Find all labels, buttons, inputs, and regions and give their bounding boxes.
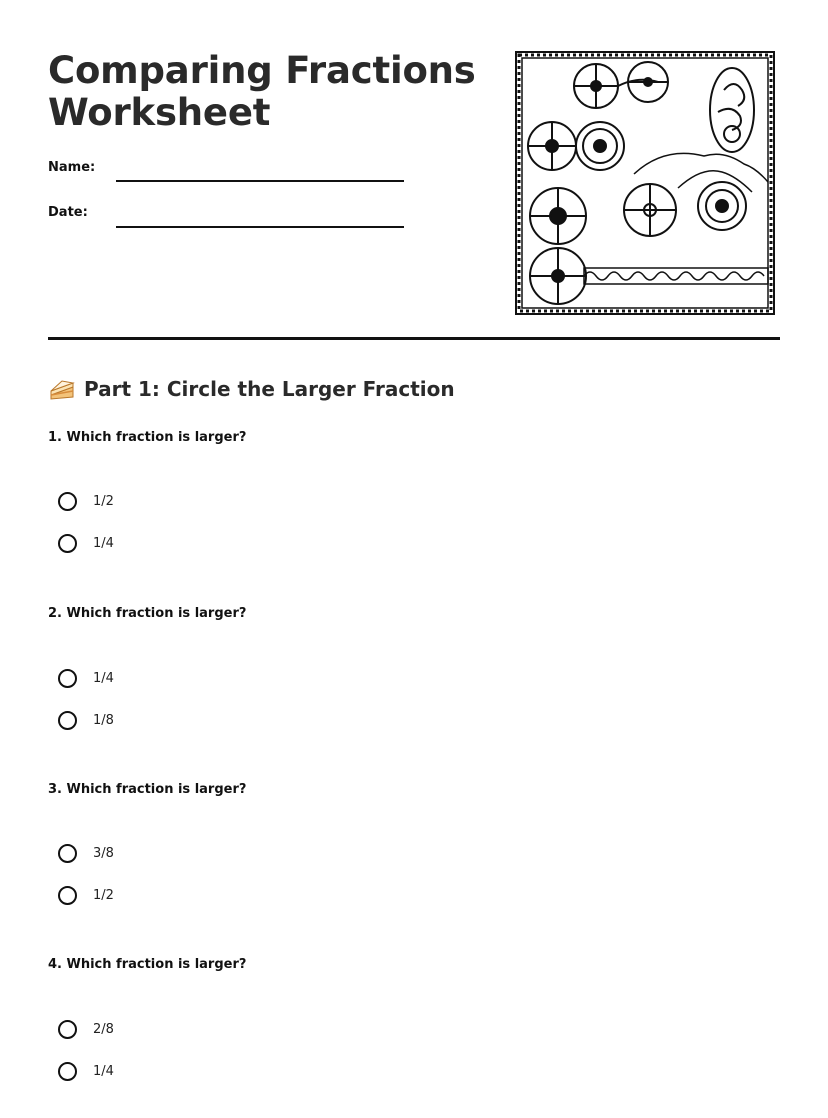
question-1 — [48, 429, 748, 551]
question-1-option-2[interactable] — [58, 534, 114, 553]
name-label: Name: — [48, 160, 96, 175]
title-line-2: Worksheet — [48, 91, 271, 134]
date-label: Date: — [48, 205, 88, 220]
question-4-option-2[interactable] — [58, 1062, 114, 1081]
question-text: 4. Which fraction is larger? — [48, 957, 247, 972]
option-label: 1/8 — [93, 713, 114, 728]
radio-button[interactable] — [58, 844, 77, 863]
section-heading-text: Part 1: Circle the Larger Fraction — [84, 377, 455, 401]
option-label: 1/4 — [93, 1064, 114, 1079]
page-title — [48, 50, 476, 134]
question-3 — [48, 781, 748, 903]
option-label: 2/8 — [93, 1022, 114, 1037]
option-label: 3/8 — [93, 846, 114, 861]
radio-button[interactable] — [58, 492, 77, 511]
question-2 — [48, 605, 748, 728]
question-2-option-2[interactable] — [58, 711, 114, 730]
question-2-option-1[interactable] — [58, 669, 114, 688]
name-field-line[interactable] — [116, 180, 404, 182]
section-heading — [48, 373, 455, 405]
question-3-option-2[interactable] — [58, 886, 114, 905]
radio-button[interactable] — [58, 534, 77, 553]
cake-slice-icon — [48, 375, 76, 403]
question-1-option-1[interactable] — [58, 492, 114, 511]
radio-button[interactable] — [58, 669, 77, 688]
question-4-option-1[interactable] — [58, 1020, 114, 1039]
fraction-circles-illustration — [514, 50, 776, 316]
radio-button[interactable] — [58, 711, 77, 730]
question-text: 3. Which fraction is larger? — [48, 782, 247, 797]
option-label: 1/4 — [93, 671, 114, 686]
date-field-line[interactable] — [116, 226, 404, 228]
option-label: 1/2 — [93, 494, 114, 509]
question-4 — [48, 956, 748, 1079]
question-text: 1. Which fraction is larger? — [48, 430, 247, 445]
option-label: 1/2 — [93, 888, 114, 903]
section-divider — [48, 337, 780, 340]
question-text: 2. Which fraction is larger? — [48, 606, 247, 621]
question-3-option-1[interactable] — [58, 844, 114, 863]
option-label: 1/4 — [93, 536, 114, 551]
radio-button[interactable] — [58, 886, 77, 905]
radio-button[interactable] — [58, 1062, 77, 1081]
radio-button[interactable] — [58, 1020, 77, 1039]
title-line-1: Comparing Fractions — [48, 49, 476, 92]
